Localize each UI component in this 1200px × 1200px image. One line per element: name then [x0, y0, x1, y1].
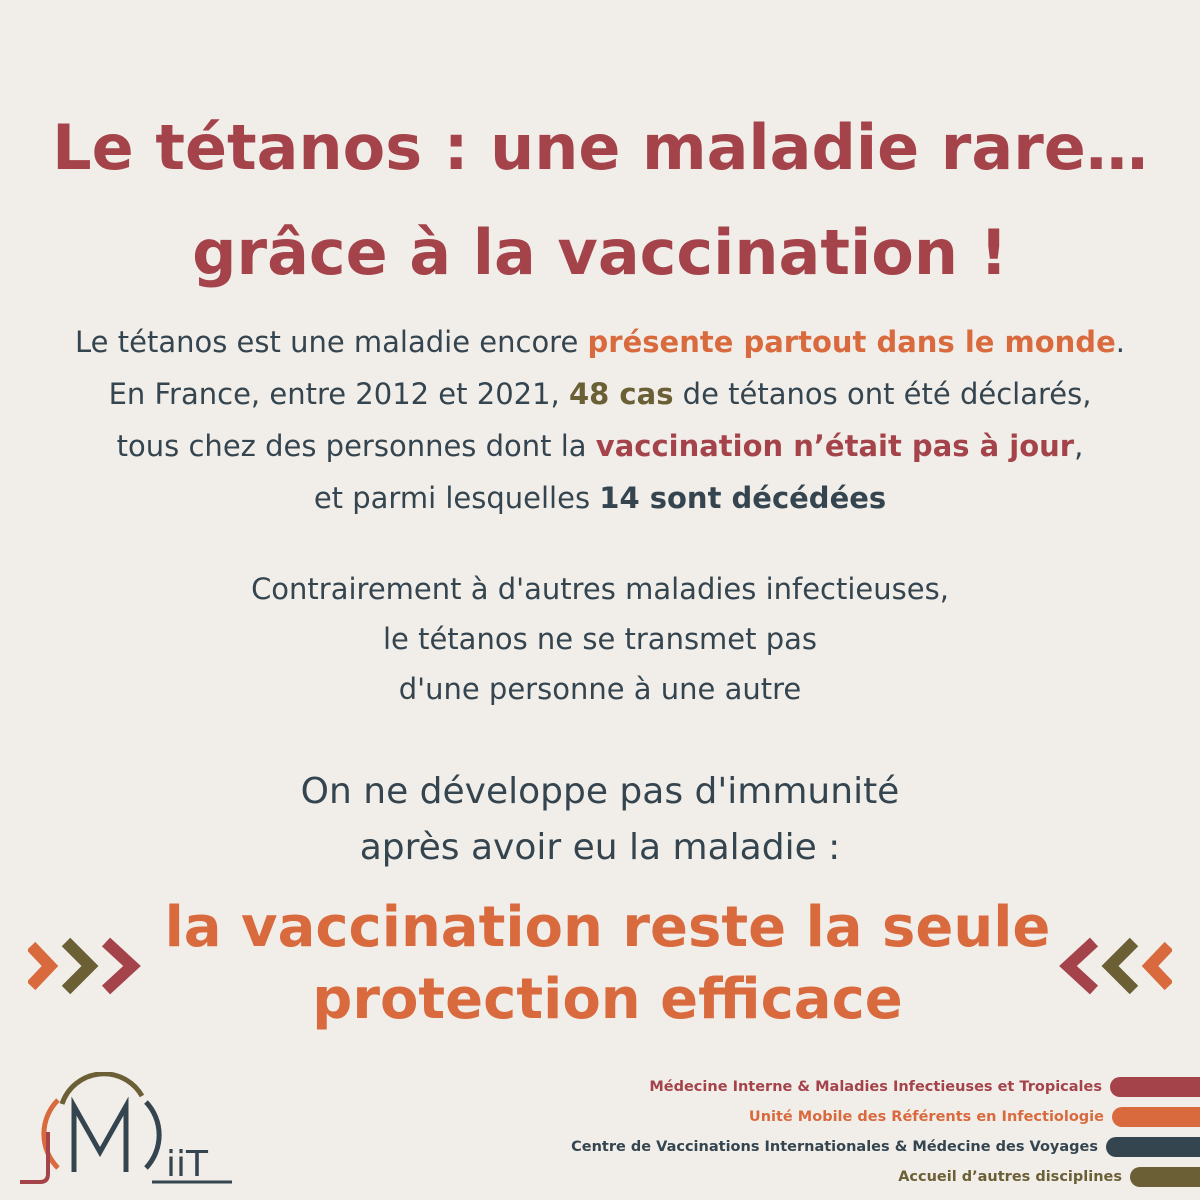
immunity-line-2: après avoir eu la maladie : — [359, 827, 841, 868]
title-line-1: Le tétanos : une maladie rare… — [52, 111, 1148, 184]
conclusion-line-1: la vaccination reste la seule — [164, 895, 1051, 960]
legend-label: Centre de Vaccinations Internationales & Médecine des Voyages — [571, 1139, 1098, 1155]
conclusion-text — [120, 892, 1095, 1036]
legend-color-bar — [1106, 1137, 1200, 1157]
intro-line-2 — [0, 368, 1200, 420]
intro-text: Le tétanos est une maladie encore — [75, 325, 588, 359]
highlight-case-count: 48 cas — [568, 377, 674, 411]
conclusion-line-2: protection efficace — [312, 967, 903, 1032]
intro-text: et parmi lesquelles — [313, 481, 600, 515]
legend-label: Unité Mobile des Référents en Infectiologie — [748, 1109, 1104, 1125]
immunity-line-1: On ne développe pas d'immunité — [300, 771, 900, 812]
legend-row — [500, 1072, 1200, 1102]
transmission-line-3: d'une personne à une autre — [398, 672, 802, 706]
legend-row — [500, 1102, 1200, 1132]
intro-line-4 — [0, 472, 1200, 524]
intro-text: tous chez des personnes dont la — [116, 429, 596, 463]
department-legend — [500, 1072, 1200, 1192]
title-line-2: grâce à la vaccination ! — [192, 216, 1008, 289]
highlight-vaccination-status: vaccination n’était pas à jour — [595, 429, 1075, 463]
logo-text: iiT — [166, 1144, 208, 1185]
miit-logo — [20, 1072, 240, 1190]
legend-color-bar — [1112, 1107, 1200, 1127]
intro-line-1 — [0, 316, 1200, 368]
highlight-deaths: 14 sont décédées — [599, 481, 887, 515]
legend-label: Médecine Interne & Maladies Infectieuses et Tropicales — [649, 1079, 1102, 1095]
intro-line-3 — [0, 420, 1200, 472]
transmission-line-1: Contrairement à d'autres maladies infectieuses, — [251, 572, 949, 606]
intro-paragraph — [0, 316, 1200, 524]
legend-color-bar — [1130, 1167, 1200, 1187]
highlight-worldwide: présente partout dans le monde — [587, 325, 1116, 359]
chevrons-left-icon — [1058, 932, 1172, 1000]
intro-text: , — [1074, 429, 1084, 463]
transmission-paragraph — [0, 564, 1200, 714]
intro-text: de tétanos ont été déclarés, — [673, 377, 1092, 411]
intro-text: . — [1115, 325, 1125, 359]
chevrons-right-icon — [28, 932, 142, 1000]
legend-row — [500, 1162, 1200, 1192]
immunity-paragraph — [0, 764, 1200, 876]
transmission-line-2: le tétanos ne se transmet pas — [382, 622, 818, 656]
legend-color-bar — [1110, 1077, 1200, 1097]
legend-row — [500, 1132, 1200, 1162]
intro-text: En France, entre 2012 et 2021, — [108, 377, 569, 411]
legend-label: Accueil d’autres disciplines — [898, 1169, 1122, 1185]
